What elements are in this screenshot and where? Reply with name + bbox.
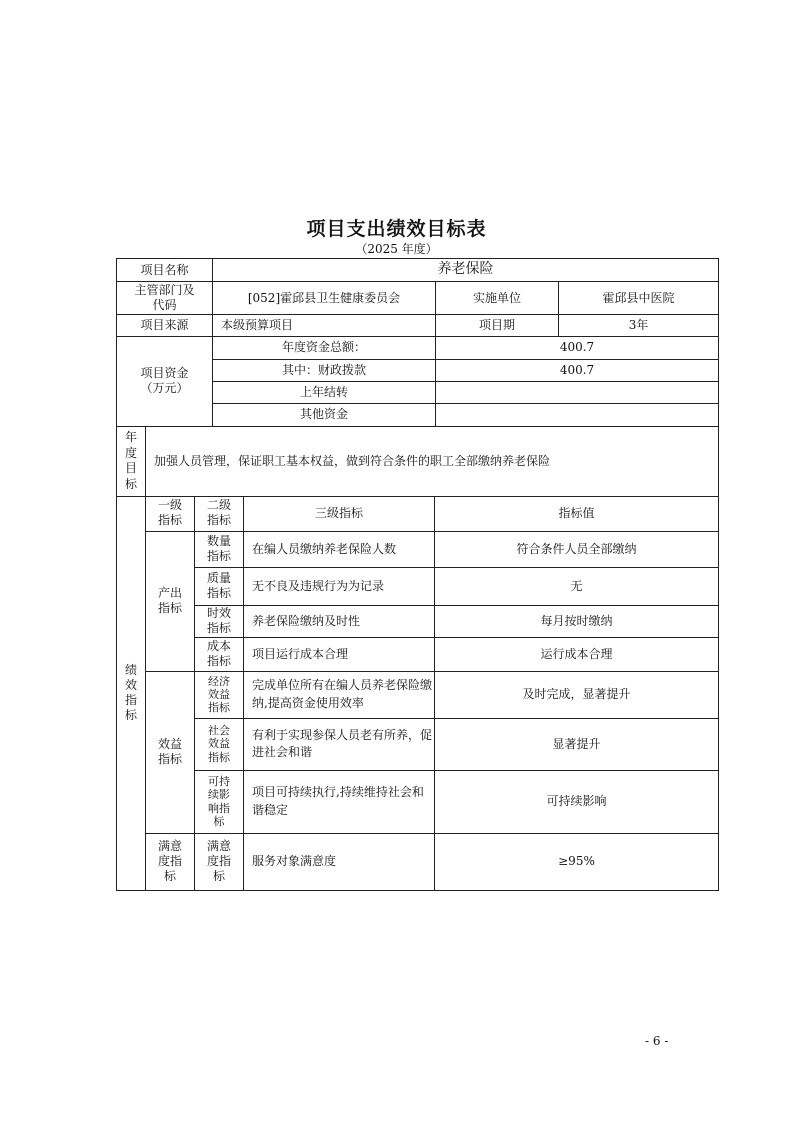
level3-cell: 在编人员缴纳养老保险人数: [244, 531, 435, 567]
funds-total-value: 400.7: [436, 336, 719, 359]
header-level3: 三级指标: [244, 496, 435, 531]
level3-cell: 项目可持续执行,持续维持社会和谐稳定: [244, 770, 435, 833]
funds-carryover-label: 上年结转: [213, 381, 436, 403]
project-name-label: 项目名称: [117, 259, 213, 282]
value-cell: 符合条件人员全部缴纳: [435, 531, 719, 567]
basic-info-table: [116, 258, 719, 337]
funds-total-label: 年度资金总额：: [213, 336, 436, 359]
header-level2: 二级指标: [195, 496, 244, 531]
page-subtitle: （2025 年度）: [355, 242, 438, 256]
funds-other-label: 其他资金: [213, 403, 436, 426]
performance-table: [116, 496, 719, 891]
performance-label: 绩效指标: [117, 496, 146, 890]
value-cell: 及时完成，显著提升: [435, 671, 719, 718]
value-cell: ≥95%: [435, 833, 719, 890]
level2-cell: 数量指标: [195, 531, 244, 567]
page-title: 项目支出绩效目标表: [306, 218, 487, 240]
funds-carryover-value: [436, 381, 719, 403]
level2-cell: 时效指标: [195, 605, 244, 637]
period-label: 项目期: [436, 315, 559, 337]
level2-cell: 成本指标: [195, 637, 244, 671]
period-value: 3年: [559, 315, 719, 337]
level3-cell: 有利于实现参保人员老有所养，促进社会和谐: [244, 718, 435, 770]
value-cell: 显著提升: [435, 718, 719, 770]
output-label: 产出指标: [146, 531, 195, 671]
funds-other-value: [436, 403, 719, 426]
level3-cell: 服务对象满意度: [244, 833, 435, 890]
level2-cell: 质量指标: [195, 567, 244, 605]
value-cell: 每月按时缴纳: [435, 605, 719, 637]
level2-cell: 社会效益指标: [195, 718, 244, 770]
project-name-value: 养老保险: [213, 259, 719, 282]
header-level1: 一级指标: [146, 496, 195, 531]
page-number: - 6 -: [645, 1034, 669, 1048]
level2-cell: 满意度指标: [195, 833, 244, 890]
annual-goal-text: 加强人员管理，保证职工基本权益，做到符合条件的职工全部缴纳养老保险: [146, 427, 719, 496]
level2-cell: 经济效益指标: [195, 671, 244, 718]
value-cell: 可持续影响: [435, 770, 719, 833]
funds-table: [116, 336, 719, 427]
benefit-label: 效益指标: [146, 671, 195, 833]
source-label: 项目来源: [117, 315, 213, 337]
impl-unit-value: 霍邱县中医院: [559, 282, 719, 315]
annual-goal-table: [116, 427, 719, 497]
funds-fiscal-value: 400.7: [436, 359, 719, 381]
level3-cell: 养老保险缴纳及时性: [244, 605, 435, 637]
dept-label: 主管部门及代码: [117, 282, 213, 315]
annual-goal-label: 年度目标: [117, 427, 146, 496]
funds-fiscal-label: 其中：财政拨款: [213, 359, 436, 381]
value-cell: 运行成本合理: [435, 637, 719, 671]
level2-cell: 可持续影响指标: [195, 770, 244, 833]
header-value: 指标值: [435, 496, 719, 531]
impl-unit-label: 实施单位: [436, 282, 559, 315]
dept-value: [052]霍邱县卫生健康委员会: [213, 282, 436, 315]
satisfaction-label: 满意度指标: [146, 833, 195, 890]
funds-label: 项目资金（万元）: [117, 336, 213, 426]
level3-cell: 项目运行成本合理: [244, 637, 435, 671]
source-value: 本级预算项目: [213, 315, 436, 337]
level3-cell: 完成单位所有在编人员养老保险缴纳,提高资金使用效率: [244, 671, 435, 718]
value-cell: 无: [435, 567, 719, 605]
level3-cell: 无不良及违规行为为记录: [244, 567, 435, 605]
